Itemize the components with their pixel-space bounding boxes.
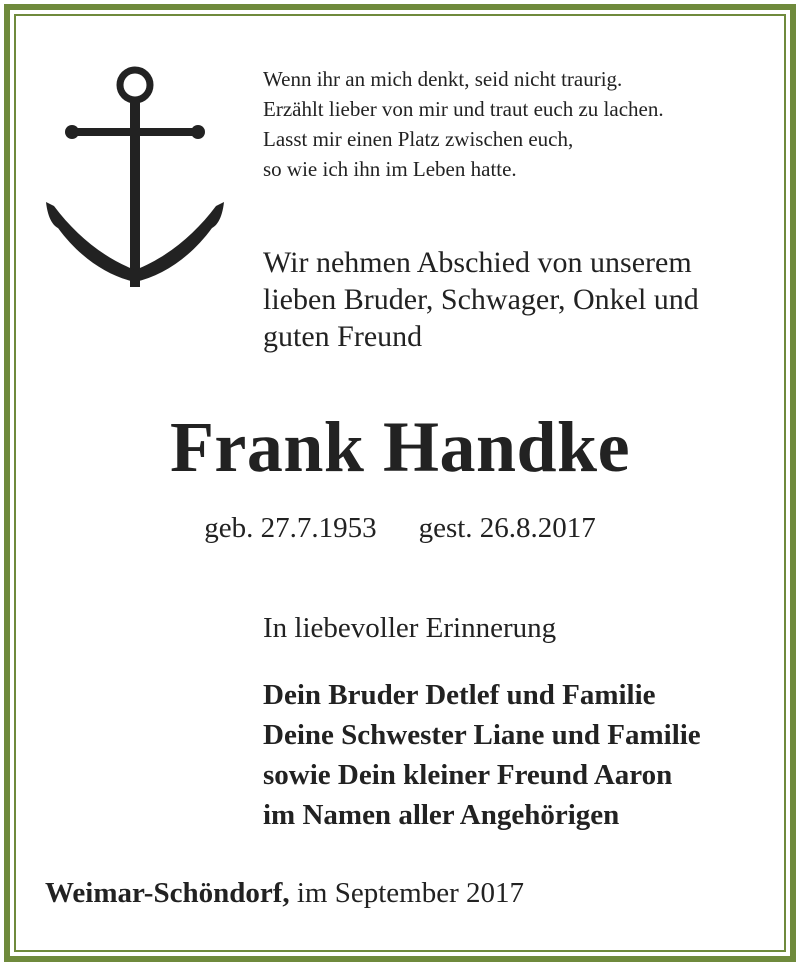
- mourners-list: [263, 675, 701, 835]
- mourner-line: im Namen aller Angehörigen: [263, 799, 620, 831]
- life-dates: [0, 510, 800, 546]
- poem-line: so wie ich ihn im Leben hatte.: [263, 157, 517, 181]
- memory-text: In liebevoller Erinnerung: [263, 612, 557, 644]
- place-city: Weimar-Schöndorf,: [45, 877, 290, 909]
- poem: [263, 64, 763, 184]
- death-date: gest. 26.8.2017: [418, 512, 596, 544]
- poem-line: Erzählt lieber von mir und traut euch zu lachen.: [263, 97, 664, 121]
- poem-line: Wenn ihr an mich denkt, seid nicht traurig.: [263, 67, 623, 91]
- birth-date: geb. 27.7.1953: [204, 512, 377, 544]
- poem-line: Lasst mir einen Platz zwischen euch,: [263, 127, 574, 151]
- farewell-text: [263, 244, 763, 355]
- farewell-line: lieben Bruder, Schwager, Onkel und: [263, 283, 699, 316]
- deceased-name: Frank Handke: [169, 407, 631, 487]
- farewell-line: Wir nehmen Abschied von unserem: [263, 246, 692, 279]
- mourner-line: Deine Schwester Liane und Familie: [263, 719, 701, 751]
- place-date: im September 2017: [296, 877, 524, 909]
- mourner-line: Dein Bruder Detlef und Familie: [263, 679, 656, 711]
- place-and-date: [45, 875, 524, 911]
- anchor-icon: [40, 62, 230, 287]
- mourner-line: sowie Dein kleiner Freund Aaron: [263, 759, 673, 791]
- farewell-line: guten Freund: [263, 320, 423, 353]
